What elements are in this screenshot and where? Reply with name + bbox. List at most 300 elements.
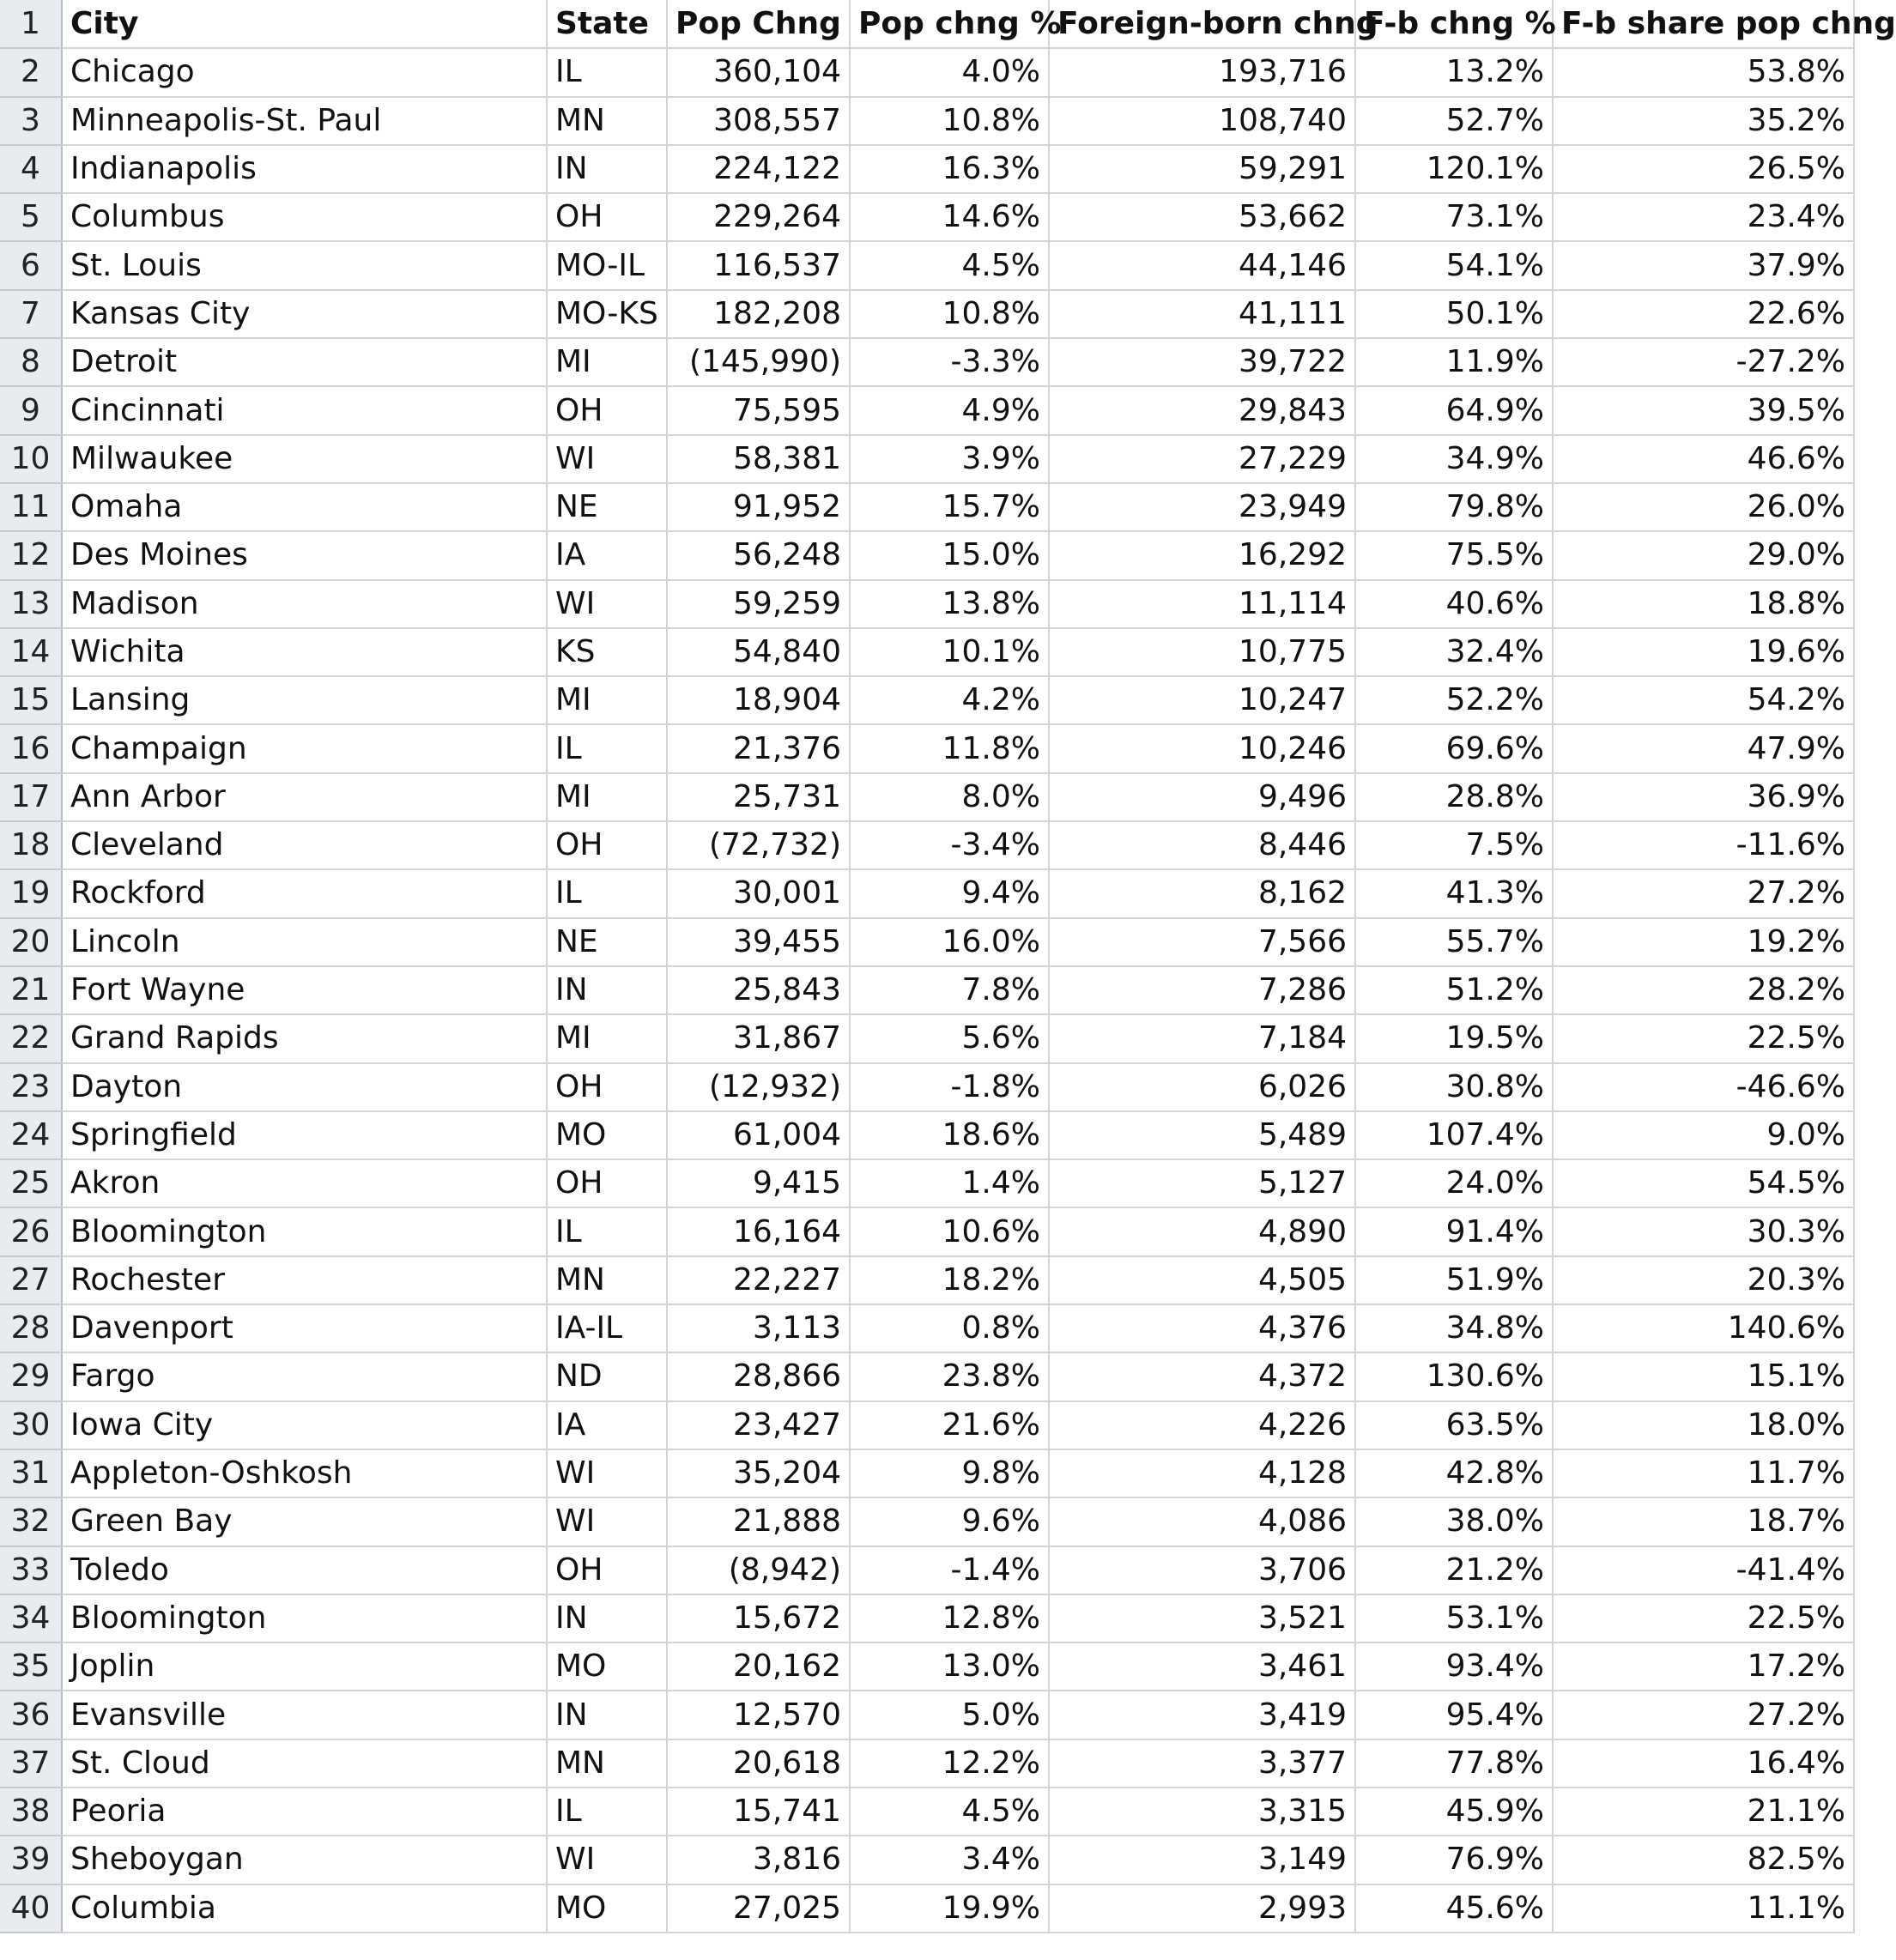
cell-pop-chng-pct[interactable]: 21.6% [850, 1401, 1049, 1449]
cell-pop-chng-pct[interactable]: 18.2% [850, 1256, 1049, 1304]
cell-fb-chng-pct[interactable]: 53.1% [1355, 1594, 1553, 1642]
cell-fb-chng-pct[interactable]: 32.4% [1355, 628, 1553, 676]
cell-pop-chng[interactable]: 3,816 [667, 1836, 850, 1884]
cell-pop-chng[interactable]: 39,455 [667, 918, 850, 966]
cell-foreign-born-chng[interactable]: 10,775 [1049, 628, 1355, 676]
cell-pop-chng-pct[interactable]: 10.1% [850, 628, 1049, 676]
cell-state[interactable]: WI [547, 1836, 667, 1884]
cell-pop-chng[interactable]: 23,427 [667, 1401, 850, 1449]
row-header[interactable]: 39 [0, 1836, 62, 1884]
cell-state[interactable]: MN [547, 1739, 667, 1788]
column-header-fb-chng-pct[interactable]: F-b chng % [1355, 0, 1553, 48]
cell-fb-share-pop-chng[interactable]: 26.5% [1553, 145, 1854, 193]
cell-pop-chng-pct[interactable]: -3.4% [850, 821, 1049, 869]
cell-fb-share-pop-chng[interactable]: 54.2% [1553, 676, 1854, 724]
cell-pop-chng[interactable]: 27,025 [667, 1884, 850, 1933]
cell-fb-share-pop-chng[interactable]: 23.4% [1553, 193, 1854, 241]
cell-city[interactable]: Akron [62, 1159, 547, 1207]
cell-pop-chng-pct[interactable]: 3.9% [850, 435, 1049, 483]
cell-pop-chng-pct[interactable]: 8.0% [850, 773, 1049, 821]
cell-fb-chng-pct[interactable]: 34.8% [1355, 1304, 1553, 1352]
cell-city[interactable]: Columbus [62, 193, 547, 241]
cell-pop-chng-pct[interactable]: 10.8% [850, 97, 1049, 145]
cell-fb-share-pop-chng[interactable]: 46.6% [1553, 435, 1854, 483]
cell-state[interactable]: MI [547, 338, 667, 386]
cell-pop-chng-pct[interactable]: 1.4% [850, 1159, 1049, 1207]
cell-state[interactable]: IA [547, 531, 667, 579]
row-header[interactable]: 37 [0, 1739, 62, 1788]
row-header[interactable]: 28 [0, 1304, 62, 1352]
cell-fb-share-pop-chng[interactable]: 47.9% [1553, 724, 1854, 772]
cell-fb-chng-pct[interactable]: 38.0% [1355, 1497, 1553, 1546]
cell-city[interactable]: Ann Arbor [62, 773, 547, 821]
column-header-fb-share-pop-chng[interactable]: F-b share pop chng [1553, 0, 1854, 48]
cell-state[interactable]: MI [547, 773, 667, 821]
row-header[interactable]: 35 [0, 1642, 62, 1691]
cell-state[interactable]: ND [547, 1352, 667, 1400]
cell-pop-chng-pct[interactable]: 15.7% [850, 483, 1049, 531]
cell-fb-share-pop-chng[interactable]: 30.3% [1553, 1207, 1854, 1255]
column-header-city[interactable]: City [62, 0, 547, 48]
cell-pop-chng-pct[interactable]: 7.8% [850, 966, 1049, 1014]
row-header[interactable]: 32 [0, 1497, 62, 1546]
cell-pop-chng[interactable]: 182,208 [667, 290, 850, 338]
cell-pop-chng-pct[interactable]: 18.6% [850, 1111, 1049, 1159]
cell-state[interactable]: IN [547, 966, 667, 1014]
cell-pop-chng-pct[interactable]: 13.8% [850, 580, 1049, 628]
cell-city[interactable]: Rochester [62, 1256, 547, 1304]
cell-state[interactable]: MI [547, 676, 667, 724]
cell-city[interactable]: Kansas City [62, 290, 547, 338]
cell-foreign-born-chng[interactable]: 44,146 [1049, 241, 1355, 289]
cell-state[interactable]: NE [547, 483, 667, 531]
cell-fb-chng-pct[interactable]: 45.9% [1355, 1788, 1553, 1836]
cell-fb-share-pop-chng[interactable]: 36.9% [1553, 773, 1854, 821]
cell-fb-chng-pct[interactable]: 130.6% [1355, 1352, 1553, 1400]
cell-fb-share-pop-chng[interactable]: 39.5% [1553, 386, 1854, 434]
cell-fb-share-pop-chng[interactable]: 35.2% [1553, 97, 1854, 145]
cell-fb-share-pop-chng[interactable]: 18.0% [1553, 1401, 1854, 1449]
cell-foreign-born-chng[interactable]: 3,149 [1049, 1836, 1355, 1884]
cell-city[interactable]: Fargo [62, 1352, 547, 1400]
cell-fb-chng-pct[interactable]: 77.8% [1355, 1739, 1553, 1788]
cell-pop-chng[interactable]: 75,595 [667, 386, 850, 434]
cell-fb-share-pop-chng[interactable]: 22.5% [1553, 1594, 1854, 1642]
cell-pop-chng[interactable]: 9,415 [667, 1159, 850, 1207]
column-header-state[interactable]: State [547, 0, 667, 48]
cell-fb-chng-pct[interactable]: 50.1% [1355, 290, 1553, 338]
cell-city[interactable]: Sheboygan [62, 1836, 547, 1884]
cell-city[interactable]: Toledo [62, 1546, 547, 1594]
row-header[interactable]: 36 [0, 1691, 62, 1739]
row-header[interactable]: 16 [0, 724, 62, 772]
cell-foreign-born-chng[interactable]: 5,127 [1049, 1159, 1355, 1207]
cell-state[interactable]: KS [547, 628, 667, 676]
cell-foreign-born-chng[interactable]: 4,890 [1049, 1207, 1355, 1255]
column-header-foreign-born-chng[interactable]: Foreign-born chng [1049, 0, 1355, 48]
cell-city[interactable]: Indianapolis [62, 145, 547, 193]
cell-foreign-born-chng[interactable]: 9,496 [1049, 773, 1355, 821]
cell-pop-chng[interactable]: 25,843 [667, 966, 850, 1014]
cell-foreign-born-chng[interactable]: 10,246 [1049, 724, 1355, 772]
cell-foreign-born-chng[interactable]: 3,419 [1049, 1691, 1355, 1739]
cell-foreign-born-chng[interactable]: 4,086 [1049, 1497, 1355, 1546]
cell-city[interactable]: Bloomington [62, 1594, 547, 1642]
cell-fb-chng-pct[interactable]: 24.0% [1355, 1159, 1553, 1207]
cell-state[interactable]: WI [547, 1497, 667, 1546]
row-header[interactable]: 30 [0, 1401, 62, 1449]
cell-fb-chng-pct[interactable]: 51.2% [1355, 966, 1553, 1014]
cell-foreign-born-chng[interactable]: 5,489 [1049, 1111, 1355, 1159]
cell-state[interactable]: IN [547, 1691, 667, 1739]
cell-foreign-born-chng[interactable]: 4,376 [1049, 1304, 1355, 1352]
cell-foreign-born-chng[interactable]: 27,229 [1049, 435, 1355, 483]
cell-pop-chng[interactable]: 22,227 [667, 1256, 850, 1304]
cell-fb-share-pop-chng[interactable]: 20.3% [1553, 1256, 1854, 1304]
row-header[interactable]: 40 [0, 1884, 62, 1933]
cell-foreign-born-chng[interactable]: 7,184 [1049, 1014, 1355, 1062]
cell-state[interactable]: MO-IL [547, 241, 667, 289]
cell-state[interactable]: WI [547, 435, 667, 483]
cell-pop-chng-pct[interactable]: 12.8% [850, 1594, 1049, 1642]
cell-city[interactable]: Cleveland [62, 821, 547, 869]
cell-pop-chng-pct[interactable]: 10.8% [850, 290, 1049, 338]
cell-pop-chng[interactable]: 20,618 [667, 1739, 850, 1788]
cell-fb-share-pop-chng[interactable]: -41.4% [1553, 1546, 1854, 1594]
cell-fb-share-pop-chng[interactable]: 19.2% [1553, 918, 1854, 966]
cell-fb-chng-pct[interactable]: 76.9% [1355, 1836, 1553, 1884]
cell-fb-share-pop-chng[interactable]: 27.2% [1553, 1691, 1854, 1739]
cell-state[interactable]: IN [547, 145, 667, 193]
cell-fb-share-pop-chng[interactable]: 53.8% [1553, 48, 1854, 96]
cell-pop-chng-pct[interactable]: 4.2% [850, 676, 1049, 724]
cell-pop-chng-pct[interactable]: 4.5% [850, 1788, 1049, 1836]
cell-pop-chng[interactable]: 31,867 [667, 1014, 850, 1062]
cell-pop-chng[interactable]: 224,122 [667, 145, 850, 193]
cell-state[interactable]: OH [547, 821, 667, 869]
row-header[interactable]: 23 [0, 1063, 62, 1111]
row-header[interactable]: 4 [0, 145, 62, 193]
cell-fb-chng-pct[interactable]: 42.8% [1355, 1449, 1553, 1497]
cell-pop-chng[interactable]: 20,162 [667, 1642, 850, 1691]
cell-pop-chng-pct[interactable]: -3.3% [850, 338, 1049, 386]
cell-fb-chng-pct[interactable]: 79.8% [1355, 483, 1553, 531]
cell-fb-chng-pct[interactable]: 91.4% [1355, 1207, 1553, 1255]
cell-pop-chng[interactable]: 91,952 [667, 483, 850, 531]
row-header[interactable]: 25 [0, 1159, 62, 1207]
cell-fb-share-pop-chng[interactable]: 29.0% [1553, 531, 1854, 579]
cell-fb-chng-pct[interactable]: 13.2% [1355, 48, 1553, 96]
cell-pop-chng[interactable]: (145,990) [667, 338, 850, 386]
row-header[interactable]: 13 [0, 580, 62, 628]
cell-fb-chng-pct[interactable]: 54.1% [1355, 241, 1553, 289]
cell-city[interactable]: Peoria [62, 1788, 547, 1836]
row-header[interactable]: 8 [0, 338, 62, 386]
cell-city[interactable]: Fort Wayne [62, 966, 547, 1014]
cell-pop-chng[interactable]: 360,104 [667, 48, 850, 96]
cell-state[interactable]: IL [547, 869, 667, 917]
cell-pop-chng[interactable]: 25,731 [667, 773, 850, 821]
cell-state[interactable]: MI [547, 1014, 667, 1062]
cell-city[interactable]: Detroit [62, 338, 547, 386]
cell-fb-chng-pct[interactable]: 45.6% [1355, 1884, 1553, 1933]
cell-pop-chng[interactable]: 15,741 [667, 1788, 850, 1836]
row-header[interactable]: 17 [0, 773, 62, 821]
cell-state[interactable]: IN [547, 1594, 667, 1642]
cell-fb-chng-pct[interactable]: 120.1% [1355, 145, 1553, 193]
cell-fb-chng-pct[interactable]: 51.9% [1355, 1256, 1553, 1304]
cell-fb-share-pop-chng[interactable]: 16.4% [1553, 1739, 1854, 1788]
cell-pop-chng-pct[interactable]: 23.8% [850, 1352, 1049, 1400]
cell-fb-share-pop-chng[interactable]: 26.0% [1553, 483, 1854, 531]
cell-foreign-born-chng[interactable]: 59,291 [1049, 145, 1355, 193]
cell-state[interactable]: WI [547, 1449, 667, 1497]
cell-state[interactable]: OH [547, 386, 667, 434]
cell-city[interactable]: Davenport [62, 1304, 547, 1352]
row-header[interactable]: 19 [0, 869, 62, 917]
cell-pop-chng-pct[interactable]: 4.0% [850, 48, 1049, 96]
cell-fb-chng-pct[interactable]: 11.9% [1355, 338, 1553, 386]
cell-city[interactable]: Des Moines [62, 531, 547, 579]
cell-foreign-born-chng[interactable]: 11,114 [1049, 580, 1355, 628]
cell-city[interactable]: Lincoln [62, 918, 547, 966]
cell-state[interactable]: MN [547, 97, 667, 145]
cell-pop-chng-pct[interactable]: 10.6% [850, 1207, 1049, 1255]
cell-pop-chng-pct[interactable]: 16.3% [850, 145, 1049, 193]
row-header[interactable]: 18 [0, 821, 62, 869]
cell-city[interactable]: Columbia [62, 1884, 547, 1933]
cell-state[interactable]: NE [547, 918, 667, 966]
cell-pop-chng-pct[interactable]: 15.0% [850, 531, 1049, 579]
cell-fb-chng-pct[interactable]: 95.4% [1355, 1691, 1553, 1739]
cell-pop-chng-pct[interactable]: 5.0% [850, 1691, 1049, 1739]
cell-foreign-born-chng[interactable]: 7,286 [1049, 966, 1355, 1014]
cell-state[interactable]: IA [547, 1401, 667, 1449]
cell-fb-share-pop-chng[interactable]: -46.6% [1553, 1063, 1854, 1111]
column-header-pop-chng-pct[interactable]: Pop chng % [850, 0, 1049, 48]
cell-pop-chng[interactable]: 116,537 [667, 241, 850, 289]
cell-fb-chng-pct[interactable]: 41.3% [1355, 869, 1553, 917]
cell-fb-chng-pct[interactable]: 52.2% [1355, 676, 1553, 724]
cell-city[interactable]: St. Cloud [62, 1739, 547, 1788]
cell-state[interactable]: MO [547, 1111, 667, 1159]
cell-pop-chng[interactable]: 12,570 [667, 1691, 850, 1739]
cell-fb-chng-pct[interactable]: 19.5% [1355, 1014, 1553, 1062]
cell-pop-chng-pct[interactable]: 4.5% [850, 241, 1049, 289]
cell-pop-chng[interactable]: (8,942) [667, 1546, 850, 1594]
cell-city[interactable]: Rockford [62, 869, 547, 917]
cell-state[interactable]: MO-KS [547, 290, 667, 338]
cell-fb-chng-pct[interactable]: 52.7% [1355, 97, 1553, 145]
cell-fb-share-pop-chng[interactable]: 22.5% [1553, 1014, 1854, 1062]
cell-pop-chng[interactable]: 308,557 [667, 97, 850, 145]
cell-fb-share-pop-chng[interactable]: 11.1% [1553, 1884, 1854, 1933]
cell-fb-chng-pct[interactable]: 75.5% [1355, 531, 1553, 579]
cell-fb-share-pop-chng[interactable]: 54.5% [1553, 1159, 1854, 1207]
cell-fb-share-pop-chng[interactable]: 27.2% [1553, 869, 1854, 917]
cell-city[interactable]: Grand Rapids [62, 1014, 547, 1062]
cell-fb-chng-pct[interactable]: 34.9% [1355, 435, 1553, 483]
cell-city[interactable]: Springfield [62, 1111, 547, 1159]
row-header[interactable]: 6 [0, 241, 62, 289]
cell-fb-chng-pct[interactable]: 40.6% [1355, 580, 1553, 628]
cell-fb-share-pop-chng[interactable]: 19.6% [1553, 628, 1854, 676]
cell-fb-chng-pct[interactable]: 7.5% [1355, 821, 1553, 869]
cell-fb-share-pop-chng[interactable]: 17.2% [1553, 1642, 1854, 1691]
cell-fb-share-pop-chng[interactable]: 9.0% [1553, 1111, 1854, 1159]
cell-foreign-born-chng[interactable]: 108,740 [1049, 97, 1355, 145]
cell-city[interactable]: Evansville [62, 1691, 547, 1739]
cell-pop-chng-pct[interactable]: -1.8% [850, 1063, 1049, 1111]
cell-state[interactable]: IL [547, 48, 667, 96]
cell-pop-chng[interactable]: 30,001 [667, 869, 850, 917]
cell-pop-chng[interactable]: (12,932) [667, 1063, 850, 1111]
cell-foreign-born-chng[interactable]: 16,292 [1049, 531, 1355, 579]
row-header[interactable]: 14 [0, 628, 62, 676]
cell-state[interactable]: MO [547, 1884, 667, 1933]
row-header[interactable]: 15 [0, 676, 62, 724]
cell-pop-chng[interactable]: 56,248 [667, 531, 850, 579]
cell-city[interactable]: Wichita [62, 628, 547, 676]
cell-city[interactable]: Appleton-Oshkosh [62, 1449, 547, 1497]
cell-fb-share-pop-chng[interactable]: 22.6% [1553, 290, 1854, 338]
cell-pop-chng-pct[interactable]: 19.9% [850, 1884, 1049, 1933]
cell-state[interactable]: OH [547, 1063, 667, 1111]
cell-pop-chng-pct[interactable]: 4.9% [850, 386, 1049, 434]
cell-pop-chng-pct[interactable]: 14.6% [850, 193, 1049, 241]
cell-city[interactable]: Bloomington [62, 1207, 547, 1255]
cell-fb-chng-pct[interactable]: 30.8% [1355, 1063, 1553, 1111]
cell-pop-chng[interactable]: 16,164 [667, 1207, 850, 1255]
row-header[interactable]: 31 [0, 1449, 62, 1497]
cell-city[interactable]: Dayton [62, 1063, 547, 1111]
cell-city[interactable]: Iowa City [62, 1401, 547, 1449]
cell-state[interactable]: MO [547, 1642, 667, 1691]
cell-state[interactable]: OH [547, 1159, 667, 1207]
cell-fb-share-pop-chng[interactable]: 18.8% [1553, 580, 1854, 628]
cell-foreign-born-chng[interactable]: 29,843 [1049, 386, 1355, 434]
cell-city[interactable]: Cincinnati [62, 386, 547, 434]
row-header[interactable]: 24 [0, 1111, 62, 1159]
cell-city[interactable]: Chicago [62, 48, 547, 96]
cell-foreign-born-chng[interactable]: 3,461 [1049, 1642, 1355, 1691]
cell-pop-chng-pct[interactable]: 9.6% [850, 1497, 1049, 1546]
cell-foreign-born-chng[interactable]: 10,247 [1049, 676, 1355, 724]
cell-pop-chng-pct[interactable]: -1.4% [850, 1546, 1049, 1594]
cell-fb-share-pop-chng[interactable]: 82.5% [1553, 1836, 1854, 1884]
cell-pop-chng-pct[interactable]: 13.0% [850, 1642, 1049, 1691]
cell-fb-share-pop-chng[interactable]: 28.2% [1553, 966, 1854, 1014]
cell-pop-chng-pct[interactable]: 12.2% [850, 1739, 1049, 1788]
cell-fb-chng-pct[interactable]: 93.4% [1355, 1642, 1553, 1691]
cell-foreign-born-chng[interactable]: 3,315 [1049, 1788, 1355, 1836]
row-header[interactable]: 12 [0, 531, 62, 579]
row-header[interactable]: 22 [0, 1014, 62, 1062]
row-header[interactable]: 34 [0, 1594, 62, 1642]
cell-state[interactable]: IA-IL [547, 1304, 667, 1352]
cell-pop-chng[interactable]: 54,840 [667, 628, 850, 676]
cell-pop-chng[interactable]: 229,264 [667, 193, 850, 241]
cell-foreign-born-chng[interactable]: 193,716 [1049, 48, 1355, 96]
cell-foreign-born-chng[interactable]: 8,446 [1049, 821, 1355, 869]
cell-city[interactable]: St. Louis [62, 241, 547, 289]
row-header[interactable]: 3 [0, 97, 62, 145]
cell-pop-chng-pct[interactable]: 0.8% [850, 1304, 1049, 1352]
cell-fb-chng-pct[interactable]: 63.5% [1355, 1401, 1553, 1449]
cell-fb-chng-pct[interactable]: 69.6% [1355, 724, 1553, 772]
cell-foreign-born-chng[interactable]: 4,128 [1049, 1449, 1355, 1497]
cell-pop-chng[interactable]: (72,732) [667, 821, 850, 869]
cell-pop-chng[interactable]: 58,381 [667, 435, 850, 483]
row-header[interactable]: 11 [0, 483, 62, 531]
cell-pop-chng-pct[interactable]: 9.8% [850, 1449, 1049, 1497]
cell-state[interactable]: OH [547, 193, 667, 241]
row-header[interactable]: 27 [0, 1256, 62, 1304]
cell-pop-chng-pct[interactable]: 11.8% [850, 724, 1049, 772]
cell-state[interactable]: OH [547, 1546, 667, 1594]
cell-pop-chng[interactable]: 3,113 [667, 1304, 850, 1352]
cell-city[interactable]: Madison [62, 580, 547, 628]
cell-fb-chng-pct[interactable]: 107.4% [1355, 1111, 1553, 1159]
cell-foreign-born-chng[interactable]: 8,162 [1049, 869, 1355, 917]
cell-fb-share-pop-chng[interactable]: -11.6% [1553, 821, 1854, 869]
cell-pop-chng-pct[interactable]: 5.6% [850, 1014, 1049, 1062]
cell-foreign-born-chng[interactable]: 53,662 [1049, 193, 1355, 241]
cell-pop-chng[interactable]: 15,672 [667, 1594, 850, 1642]
cell-fb-chng-pct[interactable]: 28.8% [1355, 773, 1553, 821]
cell-fb-chng-pct[interactable]: 64.9% [1355, 386, 1553, 434]
cell-foreign-born-chng[interactable]: 3,521 [1049, 1594, 1355, 1642]
cell-state[interactable]: IL [547, 1788, 667, 1836]
cell-foreign-born-chng[interactable]: 3,706 [1049, 1546, 1355, 1594]
cell-foreign-born-chng[interactable]: 7,566 [1049, 918, 1355, 966]
cell-city[interactable]: Champaign [62, 724, 547, 772]
row-header[interactable]: 21 [0, 966, 62, 1014]
cell-pop-chng[interactable]: 61,004 [667, 1111, 850, 1159]
cell-city[interactable]: Omaha [62, 483, 547, 531]
cell-foreign-born-chng[interactable]: 23,949 [1049, 483, 1355, 531]
cell-foreign-born-chng[interactable]: 4,226 [1049, 1401, 1355, 1449]
cell-state[interactable]: WI [547, 580, 667, 628]
cell-fb-chng-pct[interactable]: 55.7% [1355, 918, 1553, 966]
row-header[interactable]: 33 [0, 1546, 62, 1594]
row-header[interactable]: 5 [0, 193, 62, 241]
cell-city[interactable]: Minneapolis-St. Paul [62, 97, 547, 145]
cell-pop-chng[interactable]: 28,866 [667, 1352, 850, 1400]
cell-fb-share-pop-chng[interactable]: 21.1% [1553, 1788, 1854, 1836]
cell-fb-share-pop-chng[interactable]: 140.6% [1553, 1304, 1854, 1352]
cell-fb-share-pop-chng[interactable]: 18.7% [1553, 1497, 1854, 1546]
cell-fb-share-pop-chng[interactable]: 15.1% [1553, 1352, 1854, 1400]
row-header[interactable]: 7 [0, 290, 62, 338]
cell-pop-chng[interactable]: 21,376 [667, 724, 850, 772]
cell-fb-chng-pct[interactable]: 21.2% [1355, 1546, 1553, 1594]
cell-foreign-born-chng[interactable]: 4,372 [1049, 1352, 1355, 1400]
cell-fb-share-pop-chng[interactable]: 11.7% [1553, 1449, 1854, 1497]
cell-foreign-born-chng[interactable]: 3,377 [1049, 1739, 1355, 1788]
cell-city[interactable]: Lansing [62, 676, 547, 724]
cell-pop-chng[interactable]: 21,888 [667, 1497, 850, 1546]
cell-city[interactable]: Green Bay [62, 1497, 547, 1546]
row-header[interactable]: 10 [0, 435, 62, 483]
cell-pop-chng[interactable]: 59,259 [667, 580, 850, 628]
cell-pop-chng-pct[interactable]: 9.4% [850, 869, 1049, 917]
cell-state[interactable]: MN [547, 1256, 667, 1304]
column-header-pop-chng[interactable]: Pop Chng [667, 0, 850, 48]
cell-foreign-born-chng[interactable]: 41,111 [1049, 290, 1355, 338]
cell-pop-chng-pct[interactable]: 3.4% [850, 1836, 1049, 1884]
cell-pop-chng-pct[interactable]: 16.0% [850, 918, 1049, 966]
